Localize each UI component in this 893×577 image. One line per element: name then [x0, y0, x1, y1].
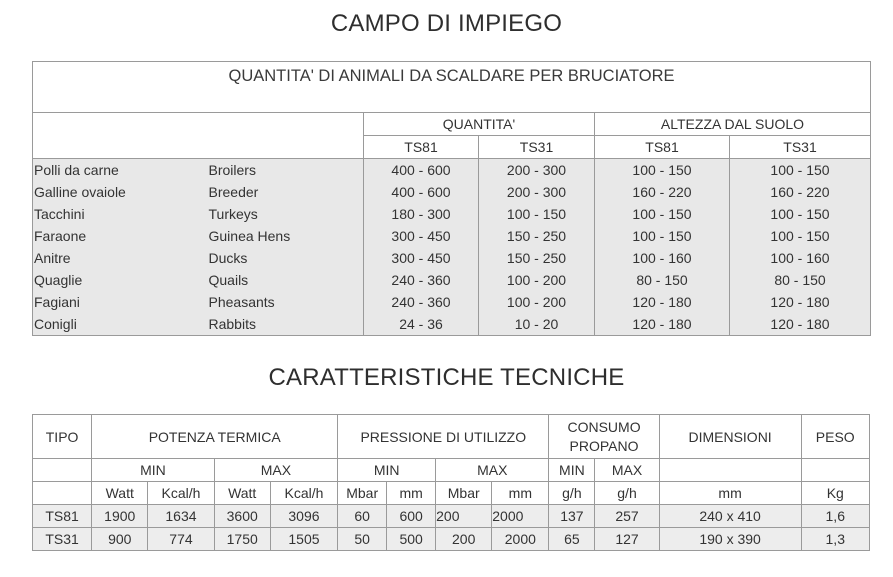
value-cell: 774	[148, 528, 214, 551]
quantity-ts31: 100 - 200	[479, 269, 595, 291]
header-tipo: TIPO	[33, 415, 92, 459]
quantity-ts81: 180 - 300	[364, 203, 479, 225]
header-potenza-max: MAX	[214, 459, 338, 482]
value-cell: 190 x 390	[659, 528, 801, 551]
value-cell: 1505	[270, 528, 337, 551]
value-cell: 3096	[270, 505, 337, 528]
table-title: QUANTITA' DI ANIMALI DA SCALDARE PER BRUCIATORE	[33, 62, 871, 113]
value-cell: 240 x 410	[659, 505, 801, 528]
header-pressione-max: MAX	[436, 459, 549, 482]
table-row	[33, 528, 870, 551]
value-cell: 50	[338, 528, 387, 551]
animal-name-en: Broilers	[208, 159, 364, 182]
table-row	[33, 269, 871, 291]
quantity-ts81: 400 - 600	[364, 181, 479, 203]
blank-header-cell	[659, 459, 801, 482]
value-cell: 1634	[148, 505, 214, 528]
height-ts81: 120 - 180	[595, 291, 730, 313]
value-cell: 60	[338, 505, 387, 528]
unit-cell: g/h	[549, 482, 595, 505]
sub-header-ts81-altezza: TS81	[595, 136, 730, 159]
unit-cell: Mbar	[436, 482, 492, 505]
animal-name-it: Anitre	[33, 247, 208, 269]
value-cell: 257	[595, 505, 659, 528]
header-consumo-max: MAX	[595, 459, 659, 482]
table-row	[33, 247, 871, 269]
header-dimensioni: DIMENSIONI	[659, 415, 801, 459]
group-header-quantita: QUANTITA'	[364, 113, 595, 136]
unit-cell: Mbar	[338, 482, 387, 505]
animal-name-en: Guinea Hens	[208, 225, 364, 247]
header-peso: PESO	[801, 415, 869, 459]
quantity-ts81: 24 - 36	[364, 313, 479, 336]
height-ts31: 120 - 180	[730, 313, 871, 336]
table-row	[33, 203, 871, 225]
unit-cell: mm	[659, 482, 801, 505]
animal-name-en: Quails	[208, 269, 364, 291]
height-ts81: 100 - 160	[595, 247, 730, 269]
height-ts31: 80 - 150	[730, 269, 871, 291]
value-cell: 65	[549, 528, 595, 551]
technical-specs-table	[32, 414, 870, 551]
unit-cell: Watt	[92, 482, 148, 505]
quantity-ts81: 300 - 450	[364, 247, 479, 269]
value-cell: 500	[387, 528, 436, 551]
blank-header-cell	[801, 459, 869, 482]
unit-cell: mm	[492, 482, 549, 505]
quantity-ts31: 100 - 200	[479, 291, 595, 313]
height-ts81: 160 - 220	[595, 181, 730, 203]
sub-header-ts81-quantita: TS81	[364, 136, 479, 159]
caratteristiche-tecniche-heading: CARATTERISTICHE TECNICHE	[268, 364, 625, 391]
quantity-ts31: 10 - 20	[479, 313, 595, 336]
value-cell: 3600	[214, 505, 270, 528]
animal-name-en: Rabbits	[208, 313, 364, 336]
value-cell: 1,3	[801, 528, 869, 551]
height-ts81: 120 - 180	[595, 313, 730, 336]
header-potenza-min: MIN	[92, 459, 214, 482]
campo-di-impiego-heading: CAMPO DI IMPIEGO	[330, 10, 563, 37]
table-row	[33, 181, 871, 203]
value-cell: 1900	[92, 505, 148, 528]
value-cell: 2000	[492, 528, 549, 551]
model-cell: TS81	[33, 505, 92, 528]
value-cell: 600	[387, 505, 436, 528]
value-cell: 900	[92, 528, 148, 551]
unit-cell: Kcal/h	[270, 482, 337, 505]
table-row	[33, 159, 871, 182]
sub-header-ts31-quantita: TS31	[479, 136, 595, 159]
animal-name-en: Ducks	[208, 247, 364, 269]
quantity-ts31: 200 - 300	[479, 181, 595, 203]
animal-name-it: Galline ovaiole	[33, 181, 208, 203]
animal-name-it: Quaglie	[33, 269, 208, 291]
quantity-ts81: 240 - 360	[364, 291, 479, 313]
animal-name-en: Breeder	[208, 181, 364, 203]
table-row	[33, 291, 871, 313]
header-pressione-di-utilizzo: PRESSIONE DI UTILIZZO	[338, 415, 549, 459]
blank-header-cell	[33, 482, 92, 505]
model-cell: TS31	[33, 528, 92, 551]
value-cell: 200	[436, 505, 492, 528]
value-cell: 1750	[214, 528, 270, 551]
value-cell: 200	[436, 528, 492, 551]
blank-header-cell	[33, 459, 92, 482]
height-ts31: 100 - 150	[730, 159, 871, 182]
table-row	[33, 505, 870, 528]
height-ts81: 80 - 150	[595, 269, 730, 291]
value-cell: 1,6	[801, 505, 869, 528]
quantity-ts81: 240 - 360	[364, 269, 479, 291]
table-row	[33, 313, 871, 336]
header-consumo-min: MIN	[549, 459, 595, 482]
quantity-ts81: 400 - 600	[364, 159, 479, 182]
value-cell: 2000	[492, 505, 549, 528]
blank-header-cell	[33, 113, 364, 159]
animal-name-it: Tacchini	[33, 203, 208, 225]
unit-cell: Kcal/h	[148, 482, 214, 505]
quantity-ts31: 200 - 300	[479, 159, 595, 182]
header-potenza-termica: POTENZA TERMICA	[92, 415, 338, 459]
height-ts81: 100 - 150	[595, 159, 730, 182]
height-ts81: 100 - 150	[595, 225, 730, 247]
animal-name-it: Faraone	[33, 225, 208, 247]
header-pressione-min: MIN	[338, 459, 436, 482]
value-cell: 127	[595, 528, 659, 551]
animal-name-en: Turkeys	[208, 203, 364, 225]
animal-name-en: Pheasants	[208, 291, 364, 313]
animal-name-it: Conigli	[33, 313, 208, 336]
animal-name-it: Polli da carne	[33, 159, 208, 182]
quantity-ts31: 100 - 150	[479, 203, 595, 225]
sub-header-ts31-altezza: TS31	[730, 136, 871, 159]
animal-name-it: Fagiani	[33, 291, 208, 313]
quantity-ts31: 150 - 250	[479, 247, 595, 269]
unit-cell: Kg	[801, 482, 869, 505]
unit-cell: g/h	[595, 482, 659, 505]
height-ts31: 160 - 220	[730, 181, 871, 203]
height-ts31: 100 - 150	[730, 203, 871, 225]
header-consumo-propano: CONSUMO PROPANO	[549, 415, 659, 459]
height-ts31: 100 - 150	[730, 225, 871, 247]
unit-cell: Watt	[214, 482, 270, 505]
quantity-ts31: 150 - 250	[479, 225, 595, 247]
height-ts31: 120 - 180	[730, 291, 871, 313]
quantity-ts81: 300 - 450	[364, 225, 479, 247]
table-row	[33, 225, 871, 247]
value-cell: 137	[549, 505, 595, 528]
unit-cell: mm	[387, 482, 436, 505]
height-ts81: 100 - 150	[595, 203, 730, 225]
height-ts31: 100 - 160	[730, 247, 871, 269]
animals-per-burner-table	[32, 61, 871, 336]
group-header-altezza: ALTEZZA DAL SUOLO	[595, 113, 871, 136]
